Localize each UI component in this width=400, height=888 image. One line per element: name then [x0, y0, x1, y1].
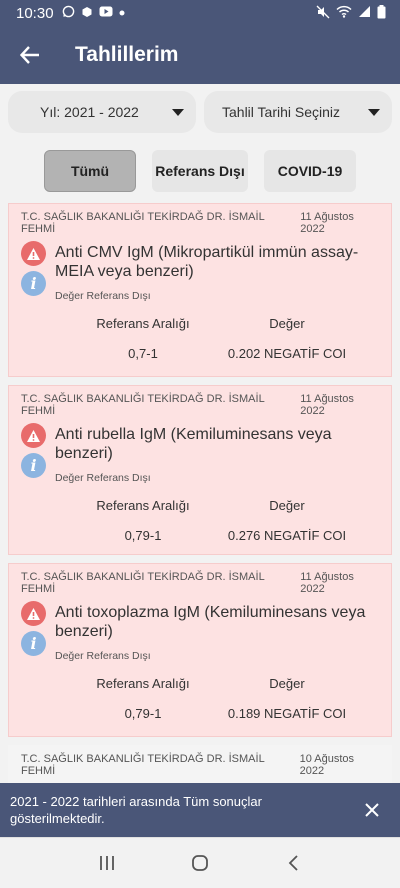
arrow-left-icon: [20, 46, 40, 64]
result-value: 0.189 NEGATİF COI: [227, 706, 347, 721]
reference-header: Referans Aralığı: [96, 316, 190, 331]
result-value: 0.276 NEGATİF COI: [227, 528, 347, 543]
result-card[interactable]: [8, 385, 392, 555]
mute-icon: [316, 5, 330, 22]
snackbar-message: 2021 - 2022 tarihleri arasında Tüm sonuçlar gösterilmektedir.: [10, 794, 262, 826]
result-card[interactable]: [8, 203, 392, 377]
reference-value: 0,79-1: [124, 528, 162, 543]
filter-bar: [8, 91, 392, 133]
warning-icon: [21, 241, 46, 266]
filter-tabs: [44, 150, 356, 192]
recent-apps-icon: [98, 855, 116, 871]
tab-all[interactable]: Tümü: [44, 150, 136, 192]
caret-down-icon: [172, 109, 184, 116]
signal-icon: [358, 5, 371, 21]
caret-down-icon: [368, 109, 380, 116]
back-button[interactable]: [0, 26, 60, 84]
wifi-icon: [336, 5, 352, 21]
warning-icon: [21, 423, 46, 448]
reference-header: Referans Aralığı: [96, 498, 190, 513]
snackbar-close-button[interactable]: [354, 792, 390, 828]
youtube-icon: [99, 6, 113, 20]
date-dropdown[interactable]: [204, 91, 392, 133]
hospital-name: T.C. SAĞLIK BAKANLIĞI TEKİRDAĞ DR. İSMAİL FEHMİ: [21, 393, 265, 417]
tab-out-of-range[interactable]: Referans Dışı: [152, 150, 248, 192]
tab-covid-19[interactable]: COVID-19: [264, 150, 356, 192]
status-bar: [0, 0, 400, 26]
cube-icon: [81, 6, 93, 21]
status-time: 10:30: [16, 4, 54, 22]
reference-value: 0,7-1: [128, 346, 158, 361]
result-date: 10 Ağustos 2022: [299, 753, 355, 777]
result-card[interactable]: [8, 745, 392, 783]
result-status: Değer Referans Dışı: [55, 472, 151, 484]
warning-icon: [21, 601, 46, 626]
close-icon: [364, 802, 380, 818]
info-icon[interactable]: i: [21, 631, 46, 656]
home-icon: [191, 854, 209, 872]
result-date: 11 Ağustos 2022: [300, 393, 354, 417]
value-header: Değer: [269, 498, 305, 513]
dot-icon: [119, 8, 125, 19]
test-name: Anti rubella IgM (Kemiluminesans veya benzeri): [55, 426, 332, 462]
result-status: Değer Referans Dışı: [55, 650, 151, 662]
result-date: 11 Ağustos 2022: [300, 571, 354, 595]
page-title: Tahlillerim: [75, 43, 179, 66]
result-value: 0.202 NEGATİF COI: [227, 346, 347, 361]
home-button[interactable]: [180, 843, 220, 883]
snackbar: [0, 783, 400, 837]
reference-value: 0,79-1: [124, 706, 162, 721]
value-header: Değer: [269, 316, 305, 331]
test-name: Anti CMV IgM (Mikropartikül immün assay-MEIA veya benzeri): [55, 244, 359, 280]
reference-header: Referans Aralığı: [96, 676, 190, 691]
value-header: Değer: [269, 676, 305, 691]
app-bar: [0, 26, 400, 84]
whatsapp-icon: [62, 5, 75, 21]
system-nav-bar: [0, 837, 400, 888]
result-date: 11 Ağustos 2022: [300, 211, 354, 235]
year-dropdown-label: Yıl: 2021 - 2022: [40, 104, 139, 120]
result-status: Değer Referans Dışı: [55, 290, 151, 302]
battery-icon: [377, 5, 386, 22]
recent-apps-button[interactable]: [87, 843, 127, 883]
hospital-name: T.C. SAĞLIK BAKANLIĞI TEKİRDAĞ DR. İSMAİL FEHMİ: [21, 211, 265, 235]
results-list[interactable]: [8, 203, 392, 783]
back-nav-button[interactable]: [273, 843, 313, 883]
test-name: Anti toxoplazma IgM (Kemiluminesans veya benzeri): [55, 604, 366, 640]
info-icon[interactable]: i: [21, 271, 46, 296]
year-dropdown[interactable]: [8, 91, 196, 133]
info-icon[interactable]: i: [21, 453, 46, 478]
hospital-name: T.C. SAĞLIK BAKANLIĞI TEKİRDAĞ DR. İSMAİL FEHMİ: [21, 753, 265, 777]
result-card[interactable]: [8, 563, 392, 737]
chevron-left-icon: [287, 854, 299, 872]
date-dropdown-label: Tahlil Tarihi Seçiniz: [222, 104, 341, 120]
hospital-name: T.C. SAĞLIK BAKANLIĞI TEKİRDAĞ DR. İSMAİL FEHMİ: [21, 571, 265, 595]
